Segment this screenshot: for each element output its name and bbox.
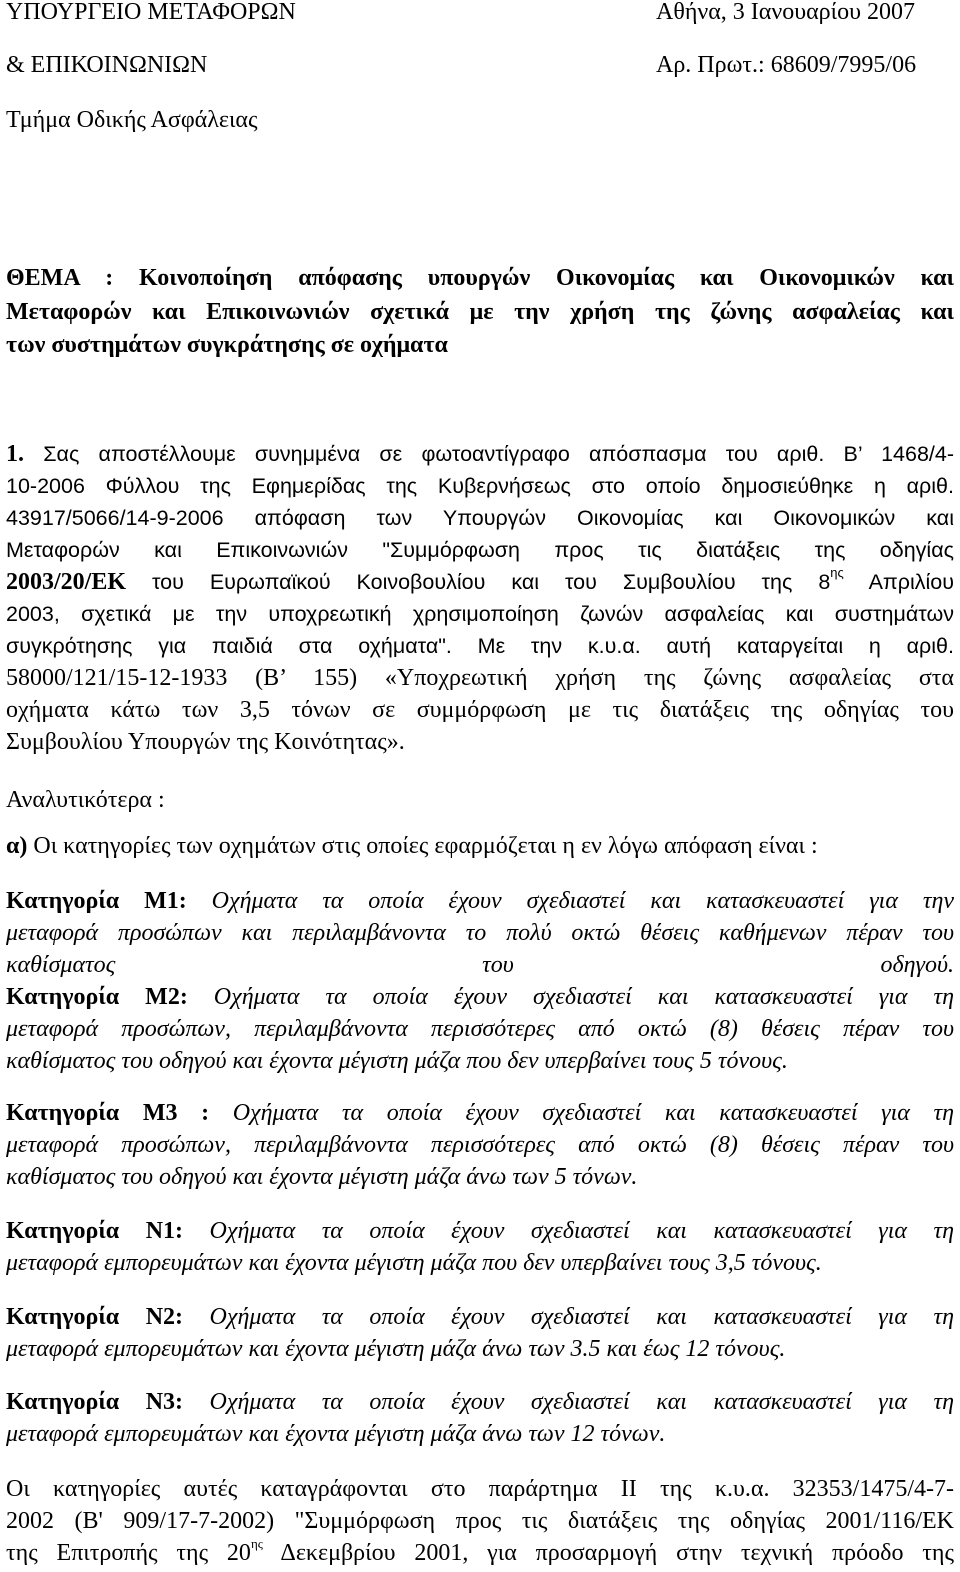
category-line: μεταφορά προσώπων, περιλαμβάνοντα περισσότερες από οκτώ (8) θέσεις πέραν του <box>6 1132 954 1158</box>
category-line: μεταφορά εμπορευμάτων και έχοντα μέγιστη μάζα που δεν υπερβαίνει τους 3,5 τόνους. <box>6 1250 822 1276</box>
paragraph-text: Σας αποστέλλουμε συνημμένα σε φωτοαντίγραφο απόσπασμα του αριθ. Β’ 1468/4- <box>43 442 954 466</box>
paragraph-number: 1. <box>6 441 24 467</box>
category-text: Οχήματα τα οποία έχουν σχεδιαστεί και κατασκευαστεί για τη <box>183 1304 954 1330</box>
category-text: Οχήματα τα οποία έχουν σχεδιαστεί και κατασκευαστεί για την <box>186 888 954 914</box>
category-line <box>6 1215 954 1247</box>
category-line <box>6 1301 954 1333</box>
category-line: μεταφορά προσώπων, περιλαμβάνοντα περισσότερες από οκτώ (8) θέσεις πέραν του <box>6 1016 954 1042</box>
category-line: μεταφορά εμπορευμάτων και έχοντα μέγιστη μάζα άνω των 12 τόνων. <box>6 1421 666 1447</box>
category-text: Οχήματα τα οποία έχουν σχεδιαστεί και κατασκευαστεί για τη <box>183 1389 954 1415</box>
category-line <box>6 981 954 1013</box>
category-line: καθίσματος του οδηγού και έχοντα μέγιστη μάζα που δεν υπερβαίνει τους 5 τόνους. <box>6 1048 788 1074</box>
category-m2 <box>6 981 954 1077</box>
analytic-label: Αναλυτικότερα : <box>6 787 165 813</box>
category-n3 <box>6 1386 954 1450</box>
category-m3 <box>6 1097 954 1193</box>
paragraph-line: Συμβουλίου Υπουργών της Κοινότητας». <box>6 729 405 755</box>
paragraph-line: 58000/121/15-12-1933 (Β’ 155) «Υποχρεωτική χρήση της ζώνης ασφαλείας στα <box>6 665 954 691</box>
paragraph-line: Οι κατηγορίες αυτές καταγράφονται στο παράρτημα ΙΙ της κ.υ.α. 32353/1475/4-7- <box>6 1476 954 1502</box>
category-n1 <box>6 1215 954 1279</box>
header-row-1 <box>6 0 954 27</box>
paragraph-line <box>6 830 954 862</box>
category-m1 <box>6 885 954 981</box>
category-text: Οχήματα τα οποία έχουν σχεδιαστεί και κατασκευαστεί για τη <box>183 1218 954 1244</box>
closing-paragraph <box>6 1473 954 1569</box>
analytic-label-block <box>6 784 954 816</box>
category-name: Κατηγορία Ν1: <box>6 1218 184 1244</box>
paragraph-1 <box>6 438 954 758</box>
document-date: Αθήνα, 3 Ιανουαρίου 2007 <box>656 0 915 25</box>
category-line: καθίσματος του οδηγού και έχοντα μέγιστη μάζα άνω των 5 τόνων. <box>6 1164 638 1190</box>
category-text: Οχήματα τα οποία έχουν σχεδιαστεί και κατασκευαστεί για τη <box>187 984 954 1010</box>
category-line: μεταφορά προσώπων και περιλαμβάνοντα το πολύ οκτώ θέσεις καθήμενων πέραν του <box>6 920 954 946</box>
category-n2 <box>6 1301 954 1365</box>
item-label: α) <box>6 833 28 859</box>
paragraph-a <box>6 830 954 862</box>
category-name: Κατηγορία Μ2: <box>6 984 188 1010</box>
category-line <box>6 1097 954 1129</box>
directive-number: 2003/20/ΕΚ <box>6 569 127 595</box>
paragraph-line: 2002 (Β' 909/17-7-2002) "Συμμόρφωση προς τις διατάξεις της οδηγίας 2001/116/ΕΚ <box>6 1508 954 1534</box>
department-name: Τμήμα Οδικής Ασφάλειας <box>6 107 258 133</box>
ordinal-superscript: ης <box>830 565 844 580</box>
paragraph-text: της Επιτροπής της 20 <box>6 1540 251 1566</box>
paragraph-line <box>6 566 954 598</box>
subject-line: Μεταφορών και Επικοινωνιών σχετικά με την χρήση της ζώνης ασφαλείας και <box>6 298 954 325</box>
category-line <box>6 1386 954 1418</box>
header-row-3 <box>6 105 954 135</box>
paragraph-text: Απριλίου <box>843 570 954 594</box>
ordinal-superscript: ης <box>250 1536 263 1551</box>
paragraph-line: οχήματα κάτω των 3,5 τόνων σε συμμόρφωση με τις διατάξεις της οδηγίας του <box>6 697 954 723</box>
ministry-name-line2: & ΕΠΙΚΟΙΝΩΝΙΩΝ <box>6 52 208 78</box>
paragraph-line <box>6 1537 954 1569</box>
paragraph-line: Μεταφορών και Επικοινωνιών "Συμμόρφωση προς τις διατάξεις της οδηγίας <box>6 538 954 562</box>
paragraph-line: 10-2006 Φύλλου της Εφημερίδας της Κυβερνήσεως στο οποίο δημοσιεύθηκε η αριθ. <box>6 474 954 498</box>
category-name: Κατηγορία Μ3 : <box>6 1100 210 1126</box>
paragraph-text: του Ευρωπαϊκού Κοινοβουλίου και του Συμβουλίου της 8 <box>126 570 831 594</box>
paragraph-text: Δεκεμβρίου 2001, για προσαρμογή στην τεχνική πρόοδο της <box>262 1540 954 1566</box>
paragraph-line: 2003, σχετικά με την υποχρεωτική χρησιμοποίηση ζωνών ασφαλείας και συστημάτων <box>6 602 954 626</box>
category-name: Κατηγορία Μ1: <box>6 888 187 914</box>
subject-block <box>6 262 954 363</box>
protocol-number: Αρ. Πρωτ.: 68609/7995/06 <box>656 52 917 78</box>
paragraph-line: συγκρότησης για παιδιά στα οχήματα". Με την κ.υ.α. αυτή καταργείται η αριθ. <box>6 634 954 658</box>
category-text: Οχήματα τα οποία έχουν σχεδιαστεί και κατασκευαστεί για τη <box>209 1100 954 1126</box>
subject-line: ΘΕΜΑ : Κοινοποίηση απόφασης υπουργών Οικονομίας και Οικονομικών και <box>6 265 954 291</box>
paragraph-text: Οι κατηγορίες των οχημάτων στις οποίες εφαρμόζεται η εν λόγω απόφαση είναι : <box>27 833 818 859</box>
category-name: Κατηγορία Ν3: <box>6 1389 184 1415</box>
subject-line: των συστημάτων συγκράτησης σε οχήματα <box>6 332 448 358</box>
category-name: Κατηγορία Ν2: <box>6 1304 184 1330</box>
ministry-name-line1: ΥΠΟΥΡΓΕΙΟ ΜΕΤΑΦΟΡΩΝ <box>6 0 296 25</box>
category-line <box>6 885 954 917</box>
category-line: μεταφορά εμπορευμάτων και έχοντα μέγιστη μάζα άνω των 3.5 και έως 12 τόνους. <box>6 1336 786 1362</box>
paragraph-line: 43917/5066/14-9-2006 απόφαση των Υπουργών Οικονομίας και Οικονομικών και <box>6 506 954 530</box>
category-line: καθίσματος του οδηγού. <box>6 952 954 978</box>
header-row-2 <box>6 50 954 80</box>
paragraph-line <box>6 438 954 470</box>
